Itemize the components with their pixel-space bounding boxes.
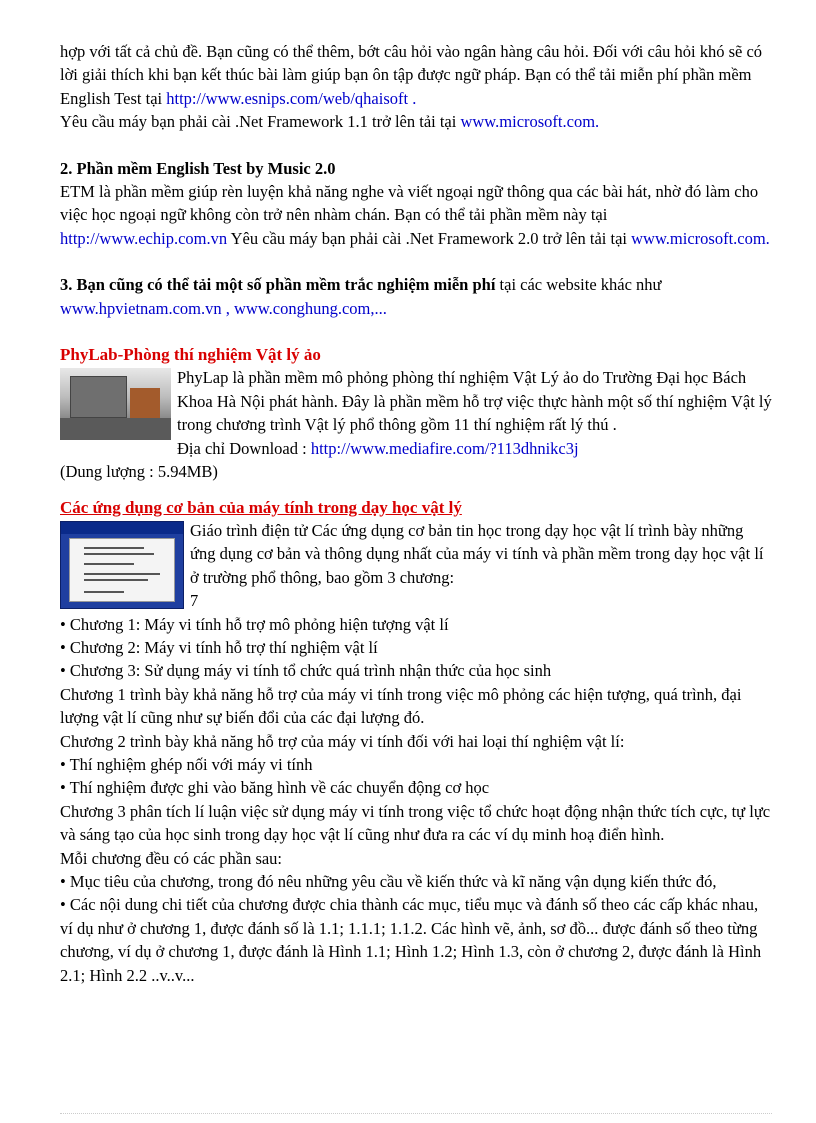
section2-paragraph — [60, 180, 772, 250]
microsoft-link[interactable]: www.microsoft.com. — [460, 112, 600, 132]
applications-block — [60, 519, 772, 659]
applications-title: Các ứng dụng cơ bản của máy tính trong dạy học vật lý — [60, 497, 462, 517]
intro-text: hợp với tất cả chủ đề. Bạn cũng có thể thêm, bớt câu hỏi vào ngân hàng câu hỏi. Đối với câu hỏi khó sẽ có lời giải thích khi bạn kết thúc bài làm giúp bạn ôn tập được ngữ pháp. Bạn có thể tải miễn phí phần mềm English Test tại — [60, 42, 763, 108]
phylab-lab-photo — [60, 368, 171, 440]
experiment-bullet-1: • Thí nghiệm ghép nối với máy vi tính — [60, 754, 313, 774]
chapter-parts-intro: Mỗi chương đều có các phần sau: — [60, 848, 283, 868]
section2-title: 2. Phần mềm English Test by Music 2.0 — [60, 158, 336, 178]
phylab-block — [60, 366, 772, 460]
contents-bullet: • Các nội dung chi tiết của chương được chia thành các mục, tiểu mục và đánh số theo các cấp khác nhau, ví dụ như ở chương 1, được đánh số là 1.1; 1.1.1; 1.1.2. Các hình vẽ, ảnh, sơ đồ... được đánh số theo từng chương, ví dụ ở chương 1, được đánh là Hình 1.1; Hình 1.2; Hình 1.3, còn ở chương 2, được đánh là Hình 2.1; Hình 2.2 ..v..v... — [60, 895, 762, 985]
chapter2-item: • Chương 2: Máy vi tính hỗ trợ thí nghiệm vật lí — [60, 637, 378, 657]
chapter1-item: • Chương 1: Máy vi tính hỗ trợ mô phỏng hiện tượng vật lí — [60, 614, 449, 634]
chapter2-description: Chương 2 trình bày khả năng hỗ trợ của máy vi tính đối với hai loại thí nghiệm vật lí: — [60, 731, 625, 751]
microsoft-link-2[interactable]: www.microsoft.com. — [631, 228, 770, 248]
chapter1-description: Chương 1 trình bày khả năng hỗ trợ của máy vi tính trong việc mô phỏng các hiện tượng, quá trình, đại lượng vật lí cũng như sự biến đổi của các đại lượng đó. — [60, 684, 742, 728]
section3-title: 3. Bạn cũng có thể tải một số phần mềm trắc nghiệm miễn phí — [60, 275, 496, 295]
requirement-text: Yêu cầu máy bạn phải cài .Net Framework 1.1 trở lên tải tại — [60, 112, 461, 132]
page-footer-divider — [60, 1113, 772, 1114]
phylab-size: (Dung lượng : 5.94MB) — [60, 462, 218, 482]
objectives-bullet: • Mục tiêu của chương, trong đó nêu những yêu cầu về kiến thức và kĩ năng vận dụng kiến thức đó, — [60, 872, 717, 891]
websites-link[interactable]: www.hpvietnam.com.vn , www.conghung.com,... — [60, 298, 387, 318]
section3-text: tại các website khác như — [495, 275, 662, 295]
textbook-cover-screenshot — [60, 521, 184, 609]
applications-seven: 7 — [190, 591, 199, 611]
download-label: Địa chỉ Download : — [177, 438, 311, 458]
applications-intro: Giáo trình điện tử Các ứng dụng cơ bản tin học trong dạy học vật lí trình bày những ứng dụng cơ bản và thông dụng nhất của máy vi tính và phần mềm trong dạy học vật lí ở trường phổ thông, bao gồm 3 chương: — [190, 520, 764, 587]
experiment-bullet-2: • Thí nghiệm được ghi vào băng hình về các chuyển động cơ học — [60, 778, 490, 798]
section3-paragraph — [60, 273, 772, 320]
phylab-title: PhyLab-Phòng thí nghiệm Vật lý ảo — [60, 345, 321, 365]
echip-link[interactable]: http://www.echip.com.vn — [60, 228, 228, 248]
intro-paragraph — [60, 40, 772, 110]
document-page — [60, 40, 772, 987]
intro-requirement — [60, 110, 772, 133]
section2-requirement: Yêu cầu máy bạn phải cài .Net Framework 2.0 trở lên tải tại — [227, 228, 632, 248]
mediafire-link[interactable]: http://www.mediafire.com/?113dhnikc3j — [310, 438, 579, 458]
phylab-description: PhyLap là phần mềm mô phỏng phòng thí nghiệm Vật Lý ảo do Trường Đại học Bách Khoa Hà Nội phát hành. Đây là phần mềm hỗ trợ việc thực hành một số thí nghiệm Vật lý trong chương trình Vật lý phổ thông gồm 11 thí nghiệm rất lý thú . — [177, 368, 772, 435]
esnips-link[interactable]: http://www.esnips.com/web/qhaisoft . — [166, 88, 417, 108]
section2-text: ETM là phần mềm giúp rèn luyện khả năng nghe và viết ngoại ngữ thông qua các bài hát, nhờ đó làm cho việc học ngoại ngữ không còn trở nên nhàm chán. Bạn có thể tải phần mềm này tại — [60, 182, 759, 225]
chapter3-item: • Chương 3: Sử dụng máy vi tính tổ chức quá trình nhận thức của học sinh — [60, 661, 552, 681]
chapter3-description: Chương 3 phân tích lí luận việc sử dụng máy vi tính trong việc tổ chức hoạt động nhận thức tích cực, tự lực và sáng tạo của học sinh trong dạy học vật lí cũng như đưa ra các ví dụ minh hoạ điển hình. — [60, 801, 771, 845]
